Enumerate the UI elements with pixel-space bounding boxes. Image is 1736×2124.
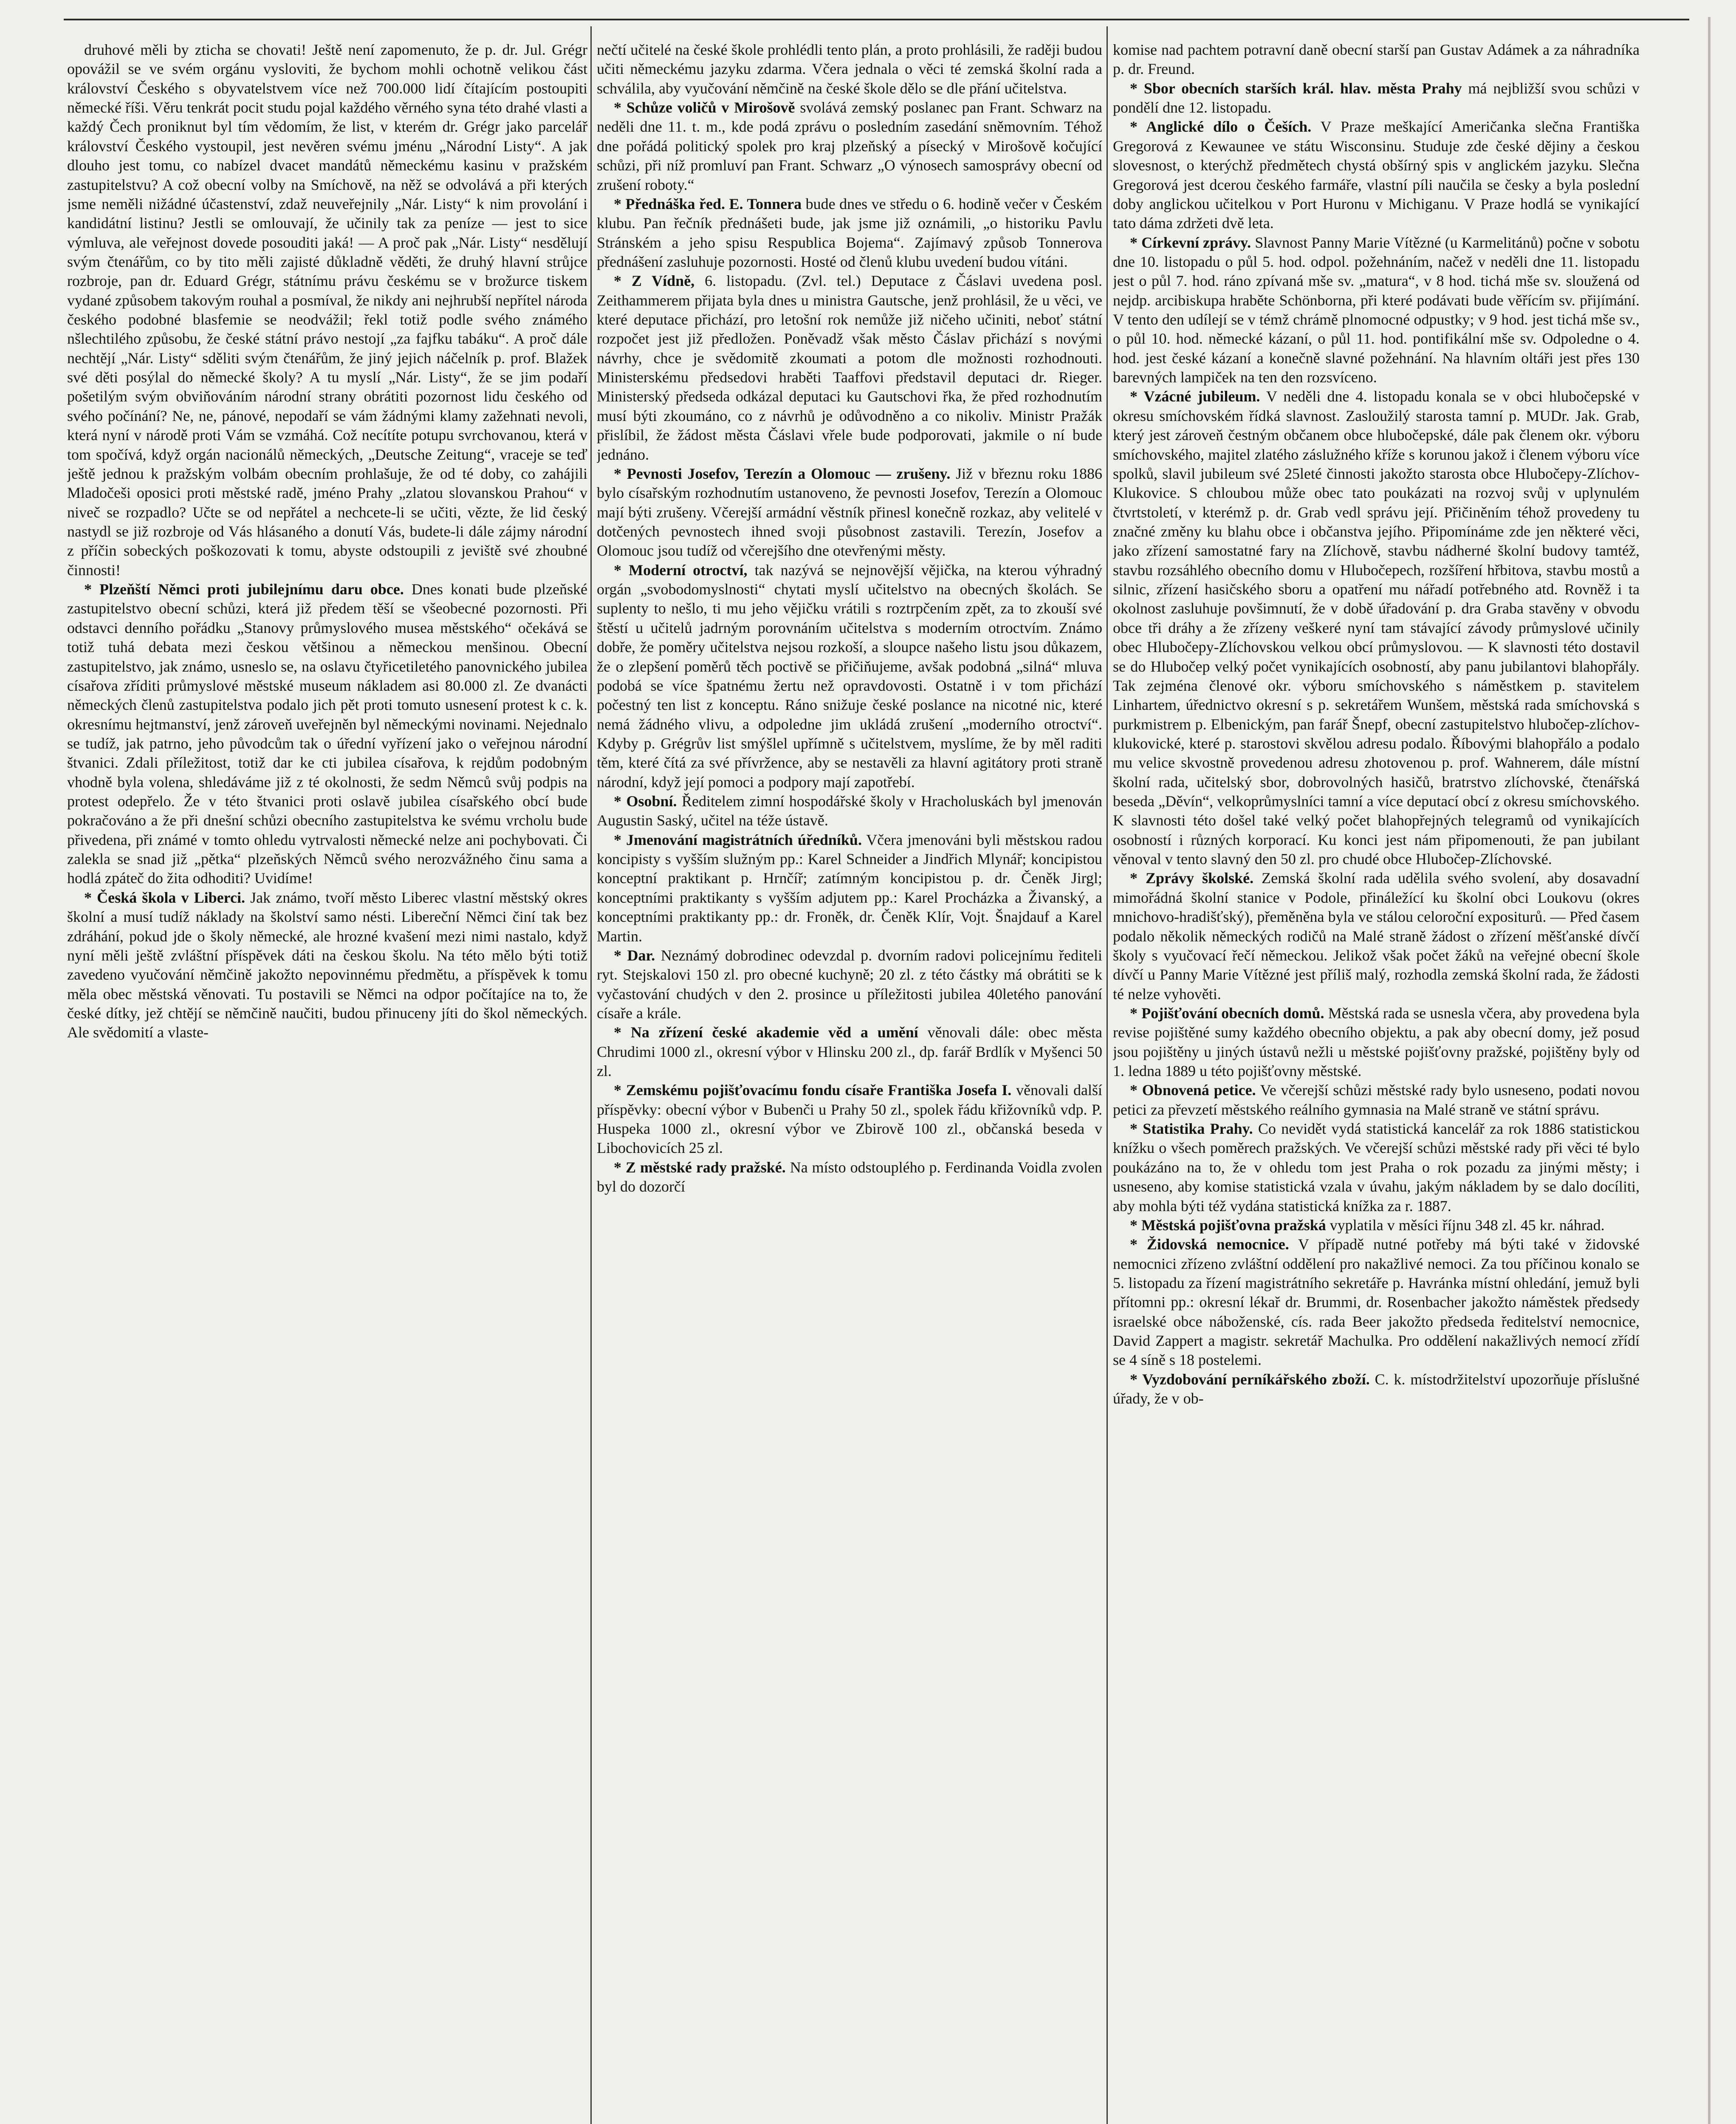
article-paragraph [67, 580, 587, 888]
article-paragraph [1113, 1370, 1640, 1409]
article-text: Včera jmenováni byli městskou radou koncipisty s vyšším služným pp.: Karel Schneider a Jindřich Mlynář; koncipistou konceptní praktikant p. Hrnčíř; zatímným koncipistou p. dr. Čeněk Jirgl; konceptními praktikanty s vyšším adjutem pp.: Karel Procházka a Živanský, a konceptními praktikanty pp.: dr. Froněk, dr. Čeněk Klír, Vojt. Šnajdauf a Karel Martin. [597, 831, 1102, 945]
article-text: Na místo odstouplého p. Ferdinanda Voidla zvolen byl do dozorčí [597, 1158, 1102, 1195]
article-paragraph [1113, 117, 1640, 233]
article-heading: * Vzácné jubileum. [1130, 388, 1260, 405]
column-1 [67, 40, 587, 2124]
article-heading: * Městská pojišťovna pražská [1130, 1216, 1326, 1234]
article-heading: * Zprávy školské. [1130, 870, 1254, 887]
article-text: svolává zemský poslanec pan Frant. Schwarz na neděli dne 11. t. m., kde podá zprávu o posledním zasedání sněmovním. Téhož dne pořádá politický spolek pro kraj plzeňský a písecký v Mirošově kočující schůzi, při níž promluví pan Frant. Schwarz „O výnosech samosprávy obecní od zrušení roboty.“ [597, 99, 1102, 193]
article-text: Ve včerejší schůzi městské rady bylo usneseno, podati novou petici za převzetí městského reálního gymnasia na Malé straně ve státní správu. [1113, 1082, 1640, 1118]
article-text: nečtí učitelé na české škole prohlédli tento plán, a proto prohlásili, že raději budou učiti německému jazyku zdarma. Včera jednala o věci té zemská školní rada a schválila, aby vyučování němčině na české škole dělo se dle přání učitelstva. [597, 41, 1102, 97]
article-paragraph [1113, 40, 1640, 79]
article-text: 6. listopadu. (Zvl. tel.) Deputace z Čáslavi uvedena posl. Zeithammerem přijata byla dnes u ministra Gautsche, jenž prohlásil, že u věci, ve které deputace přichází, pro letošní rok nemůže již ničeho učiniti, neboť státní rozpočet jest již předložen. Poněvadž však město Čáslav přichází s novými návrhy, chce je svědomitě zkoumati a potom dle možnosti rozhodnouti. Ministerskému předsedovi hraběti Taaffovi představil deputaci dr. Rieger. Ministerský předseda odkázal deputaci ku Gautschovi řka, že před rozhodnutím musí býti zkoumáno, co z návrhů je odůvodněno a co nikoliv. Ministr Pražák přislíbil, že žádost města Čáslavi vřele bude podporovati, jakmile o ní bude jednáno. [597, 272, 1102, 463]
article-paragraph [597, 1081, 1102, 1158]
column-2 [597, 40, 1102, 2124]
article-heading: * Schůze voličů v Mirošově [614, 99, 795, 116]
article-paragraph [1113, 1216, 1640, 1235]
article-paragraph [597, 1158, 1102, 1197]
article-text: Neznámý dobrodinec odevzdal p. dvorním radovi policejnímu řediteli ryt. Stejskalovi 150 zl. pro obecné kuchyně; 20 zl. z této částky má obrátiti se k vyčastování chudých v den 2. prosince u příležitosti jubilea 40letého panování císaře a krále. [597, 946, 1102, 1022]
article-text: V neděli dne 4. listopadu konala se v obci hlubočepské v okresu smíchovském řídká slavnost. Zasloužilý starosta tamní p. MUDr. Jak. Grab, který jest zároveň čestným občanem obce hlubočepské, dále pak členem okr. výboru smíchovského, majitel zlatého záslužného kříže s korunou jakož i členem výboru více spolků, slavil jubileum své 25leté činnosti jakožto starosta obce Hlubočepy-Zlíchov-Klukovice. S chloubou může obec tato poukázati na rozvoj svůj v uplynulém čtvrtstoletí, v kterémž p. dr. Grab vedl správu její. Přičiněním téhož provedeny tu značné změny ku blahu obce i občanstva jejího. Připomínáme zde jen některé věci, jako zřízení samostatné fary na Zlíchově, stavbu nádherné školní budovy tamtéž, stavbu rozsáhlého obecního domu v Hlubočepech, rozšíření hřbitova, stavbu mostů a silnic, zřízení hasičského sboru a opatření mu nářadí potřebného atd. Rovněž i ta okolnost zasluhuje povšimnutí, že v době úřadování p. dra Graba stavěny v obvodu obce tři dráhy a že zřízeny veškeré nyní tam stávající závody průmyslové učinily obec Hlubočepy-Zlíchovskou velkou obcí průmyslovou. — K slavnosti této dostavil se do Hlubočep velký počet vynikajících osobností, aby panu jubilantovi blahopřály. Tak zejména členové okr. výboru smíchovského s náměstkem p. stavitelem Linhartem, úřednictvo okresní s p. sekretářem Wunšem, městská rada smíchovská s purkmistrem p. Elbenickým, pan farář Šnepf, obecní zastupitelstvo hlubočep-zlíchov-klukovické, které p. starostovi skvělou adresu podalo. Říbovými blahopřálo a podalo mu velice skvostně provedenou adresu zhotovenou p. prof. Wahnerem, dále místní školní rada, učitelský sbor, dobrovolných hasičů, bratrstvo zlíchovské, čtenářská beseda „Děvín“, velkoprůmyslníci tamní a více deputací obcí z okresu smíchovského. K slavnosti této došel také velký počet blahopřejných telegramů od vynikajících osobností i různých korporací. Ku konci jest nám připomenouti, že pan jubilant věnoval v tento slavný den 50 zl. pro chudé obce Hlubočep-Zlíchovské. [1113, 388, 1640, 868]
article-paragraph [1113, 1081, 1640, 1119]
article-heading: * Česká škola v Liberci. [84, 889, 245, 906]
top-rule [64, 19, 1689, 20]
article-paragraph [597, 40, 1102, 98]
article-heading: * Anglické dílo o Češích. [1130, 118, 1312, 136]
article-text: bude dnes ve středu o 6. hodině večer v Českém klubu. Pan řečník přednášeti bude, jak jsme již oznámili, „o historiku Pavlu Stránském a jeho spisu Respublica Bojema“. Zajímavý způsob Tonnerova přednášení zasluhuje pozornosti. Hosté od členů klubu uvedení budou vítáni. [597, 195, 1102, 270]
article-paragraph [1113, 1235, 1640, 1370]
article-text: má nejbližší svou schůzi v pondělí dne 12. listopadu. [1113, 79, 1640, 116]
article-text: komise nad pachtem potravní daně obecní starší pan Gustav Adámek a za náhradníka p. dr. Freund. [1113, 41, 1640, 78]
article-text: Jak známo, tvoří město Liberec vlastní městský okres školní a musí tudíž náklady na školství samo nésti. Libereční Němci činí tak bez zdráhání, pokud jde o školy německé, ale hrozné kvašení mezi nimi nastalo, když nyní měli ještě zvláštní příspěvek dáti na českou školu. Na této mělo býti totiž zavedeno vyučování němčině jakožto nepovinnému předmětu, a příspěvek k tomu měla obec městská věnovati. Tu postavili se Němci na odpor počítajíce na to, že české dítky, jež chtějí se němčině naučiti, budou přinuceny jíti do škol německých. Ale svědomití a vlaste- [67, 889, 587, 1041]
article-heading: * Církevní zprávy. [1130, 234, 1251, 251]
article-text: tak nazývá se nejnovější vějička, na kterou výhradný orgán „svobodomyslnosti“ chytati myslí učitelstvo na obecných školách. Se suplenty to nešlo, ti mu jeho vějičku vrátili s roztrpčením zpět, za to zkouší své štěstí u učitelů jadrným porovnáním učitelstva s moderním otroctvím. Známo dobře, že poměry učitelstva nejsou rozkoší, a sloupce našeho listu jsou důkazem, že o zlepšení poměrů těch poctivě se přičiňujeme, avšak podobná „silná“ mluva podobá se více špatnému žertu než opravdovosti. Ostatně i v tom přichází počestný ten list z konceptu. Ráno snižuje české poslance na nicotné nic, které nemá žádného vlivu, a odpoledne jim ukládá zrušení „moderního otroctví“. Kdyby p. Grégrův list smýšlel upřímně s učitelstvem, myslíme, že by měl raditi těm, které čítá za své přívržence, aby se nestavěli za hlavní agitátory proti straně národní, když její pomoci a podpory mají zapotřebí. [597, 561, 1102, 791]
article-heading: * Osobní. [614, 793, 677, 810]
article-text: druhové měli by zticha se chovati! Ještě není zapomenuto, že p. dr. Jul. Grégr opovážil se ve svém orgánu vysloviti, že bychom mohli ochotně velikou část království Českého s obyvatelstvem více než 700.000 lidí čítajícím postoupiti německé říši. Věru tenkrát pocit studu pojal každého věrného syna této drahé vlasti a každý Čech proniknut byl tím vědomím, že list, v kterém dr. Grégr jako parcelář království Českého vystoupil, jest nevěren svému jménu „Národní Listy“. A jak dlouho jest tomu, co nabízel dvacet mandátů německému kasinu v pražském zastupitelstvu? A což obecní volby na Smíchově, na něž se odvolává a při kterých jsme neměli nižádné účastenství, zdaž neuveřejnily „Nár. Listy“ k nim provolání i kandidátní listinu? Jestli se omlouvají, že učinily tak za peníze — jest to sice výmluva, ale veřejnost dovede posouditi jaká! — A proč pak „Nár. Listy“ nesdělují svým čtenářům, co by tito měli zajisté důkladně věděti, že druhý hlavní strůjce rozbroje, pan dr. Eduard Grégr, státnímu právu českému se v brožurce tiskem vydané způsobem takovým rouhal a posmíval, že nikdy ani nejhrubší nepřítel národa českého podobné blasfemie se neodvážil; řekl totiž podle svého známého nšlechtilého způsobu, že české státní právo nestojí „za fajfku tabáku“. A proč dále nechtějí „Nár. Listy“ sděliti svým čtenářům, že jiný jejich náčelník p. prof. Blažek své děti posýlal do německé školy? A tu myslí „Nár. Listy“, že se jim podaří pošetilým svým obviňováním národní strany obrátiti pozornost lidu českého od svého počínání? Ne, ne, pánové, nepodaří se vám žádnými klamy zažehnati nevoli, která nyní v národě proti Vám se vzmáhá. Což necítíte potupu svrchovanou, která v tom spočívá, když orgán nacionálů německých, „Deutsche Zeitung“, vraceje se teď ještě jednou k pražským volbám obecním prohlašuje, že od té doby, co zahájili Mladočeši oposici proti městské radě, jméno Prahy „zlatou slovanskou Prahou“ v niveč se rozpadlo? Učte se od nepřátel a nechcete-li se učiti, vězte, že lid český nastydl se již rozbroje od Vás hlásaného a donutí Vás, budete-li dále zájmy národní z příčin sobeckých poškozovati k tomu, abyste odstoupili z jeviště své zhoubné činnosti! [67, 41, 587, 579]
article-heading: * Z Vídně, [614, 272, 695, 290]
article-paragraph [1113, 233, 1640, 387]
article-heading: * Statistika Prahy. [1130, 1120, 1253, 1138]
article-paragraph [597, 946, 1102, 1023]
article-heading: * Obnovená petice. [1130, 1082, 1256, 1099]
article-text: V Praze meškající Američanka slečna Františka Gregorová z Kewaunee ve státu Wisconsinu. Studuje zde české dějiny a českou slovesnost, o kterýchž předmětech chystá obšírný spis v anglickém jazyku. Slečna Gregorová jest dcerou českého farmáře, vlastní píli naučila se česky a byla poslední doby anglickou učitelkou v Port Huronu v Michiganu. V Praze hodlá se vynikající tato dáma zdržeti dvě leta. [1113, 118, 1640, 232]
article-text: věnovali dále: obec města Chrudimi 1000 zl., okresní výbor v Hlinsku 200 zl., dp. farář Brdlík v Myšenci 50 zl. [597, 1024, 1102, 1080]
article-heading: * Z městské rady pražské. [614, 1158, 786, 1176]
article-text: C. k. místodržitelství upozorňuje příslušné úřady, že v ob- [1113, 1370, 1640, 1407]
article-heading: * Na zřízení české akademie věd a umění [614, 1024, 918, 1041]
article-text: Již v březnu roku 1886 bylo císařským rozhodnutím ustanoveno, že pevnosti Josefov, Terezín a Olomouc mají býti zrušeny. Včerejší armádní věstník přinesl konečně rozkaz, aby velitelé v dotčených pevnostech ihned svoji působnost zastavili. Terezín, Josefov a Olomouc jsou tudíž od včerejšího dne otevřenými městy. [597, 465, 1102, 559]
article-paragraph [1113, 1004, 1640, 1081]
page-edge [1708, 17, 1711, 2124]
article-paragraph [597, 830, 1102, 946]
article-heading: * Vyzdobování perníkářského zboží. [1130, 1370, 1370, 1388]
article-paragraph [597, 792, 1102, 830]
column-separator [590, 26, 592, 2124]
article-paragraph [597, 195, 1102, 271]
article-heading: * Židovská nemocnice. [1130, 1236, 1289, 1253]
article-heading: * Dar. [614, 946, 655, 964]
article-paragraph [597, 1023, 1102, 1081]
article-paragraph [597, 271, 1102, 464]
article-paragraph [1113, 1119, 1640, 1216]
article-heading: * Pevnosti Josefov, Terezín a Olomouc — zrušeny. [614, 465, 951, 482]
article-heading: * Moderní otroctví, [614, 561, 748, 579]
article-paragraph [597, 98, 1102, 195]
article-text: Co nevidět vydá statistická kancelář za rok 1886 statistickou knížku o všech poměrech pražských. Ve včerejší schůzi městské rady při věci té bylo poukázáno na to, že v ohledu tom jest Praha o rok pozadu za jinými městy; i usneseno, aby komise statistická vzala v úvahu, jakým nákladem by se dalo docíliti, aby mohla býti též vydána statistická knížka za r. 1887. [1113, 1120, 1640, 1215]
article-paragraph [67, 40, 587, 580]
column-3 [1113, 40, 1640, 2124]
article-heading: * Plzeňští Němci proti jubilejnímu daru obce. [84, 581, 404, 598]
article-text: Městská rada se usnesla včera, aby provedena byla revise pojištěné sumy každého obecního objektu, a pak aby obecní domy, jež posud jsou pojištěny u jiných ústavů nežli u městské pojišťovny pražské, pojištěny byly od 1. ledna 1889 u této pojišťovny městské. [1113, 1004, 1640, 1080]
article-heading: * Přednáška řed. E. Tonnera [614, 195, 802, 212]
article-text: Slavnost Panny Marie Vítězné (u Karmelitánů) počne v sobotu dne 10. listopadu o půl 5. hod. odpol. požehnáním, načež v neděli dne 11. listopadu jest o půl 7. hod. ráno zpívaná mše sv. „matura“, v 8 hod. tichá mše sv. sloužená od nejdp. arcibiskupa hraběte Schönborna, při které podávati bude věřícím sv. přijímání. V tento den udílejí se v témž chrámě plnomocné odpustky; v 9 hod. jest tichá mše sv., o půl 10. hod. německé kázaní, o půl 11. hod. pontifikální mše sv. Odpoledne o 4. hod. jest české kázaní a konečně slavné požehnání. Na hlavním oltáři jest přes 130 barevných lampiček na ten den rozsvíceno. [1113, 234, 1640, 386]
article-text: vyplatila v měsíci říjnu 348 zl. 45 kr. náhrad. [1330, 1216, 1605, 1234]
article-paragraph [1113, 79, 1640, 118]
article-heading: * Jmenování magistrátních úředníků. [614, 831, 862, 848]
article-paragraph [1113, 387, 1640, 869]
column-separator [1107, 26, 1108, 2124]
article-text: věnovali další příspěvky: obecní výbor v Bubenči u Prahy 50 zl., spolek řádu křižovníků vdp. P. Huspeka 1000 zl., okresní výbor ve Zbirově 100 zl., občanská beseda v Libochovicích 25 zl. [597, 1082, 1102, 1157]
article-heading: * Zemskému pojišťovacímu fondu císaře Františka Josefa I. [614, 1082, 1012, 1099]
article-paragraph [1113, 869, 1640, 1004]
article-heading: * Sbor obecních starších král. hlav. města Prahy [1130, 79, 1462, 97]
article-text: Ředitelem zimní hospodářské školy v Hracholuskách byl jmenován Augustin Saský, učitel na téže ústavě. [597, 793, 1102, 829]
article-paragraph [67, 888, 587, 1042]
article-text: Dnes konati bude plzeňské zastupitelstvo obecní schůzi, která již předem těší se všeobecné pozornosti. Při odstavci denního pořádku „Stanovy průmyslového musea městského“ očekává se totiž tuhá debata mezi českou většinou a německou menšinou. Obecní zastupitelstvo, jak známo, usneslo se, na oslavu čtyřicetiletého panovnického jubilea císařova zříditi průmyslové městské museum nákladem asi 80.000 zl. Ze dvanácti německých členů zastupitelstva podalo jich pět proti tomuto usnesení protest k c. k. okresnímu hejtmanství, jenž zároveň uveřejněn byl německými novinami. Nejednalo se tudíž, jak patrno, jeho původcům tak o úřední vyřízení jako o veřejnou národní štvanici. Zdali příležitost, totiž dar ke cti jubilea císařova, k rejdům podobným vhodně byla volena, shledáváme již z té okolnosti, že sedm Němců svůj podpis na protest odepřelo. Že v této štvanici proti oslavě jubilea císařského obcí bude pokračováno a že při dnešní schůzi obecního zastupitelstva ke svému vrcholu bude přivedena, při známé v tomto ohledu vytrvalosti německé nelze ani pochybovati. Či zalekla se snad již „pětka“ plzeňských Němců svého nerozvážného činu sama a hodlá zpáteč do žita odhoditi? Uvidíme! [67, 581, 587, 887]
article-paragraph [597, 464, 1102, 561]
article-text: Zemská školní rada udělila svého svolení, aby dosavadní mimořádná školní stanice v Podole, přináležící ku školní obci Loukovu (okres mnichovo-hradišťský), přeměněna byla ve stálou celoroční expositurů. — Před časem podalo několik německých rodičů na Malé straně žádost o zřízení měšťanské dívčí školy s vyučovací řečí německou. Jelikož však počet žáků na veřejné obecní škole dívčí u Panny Marie Vítězné jest příliš malý, rozhodla zemská školní rada, že žádosti té nelze vyhověti. [1113, 870, 1640, 1003]
article-heading: * Pojišťování obecních domů. [1130, 1004, 1324, 1022]
article-text: V případě nutné potřeby má býti také v židovské nemocnici zřízeno zvláštní oddělení pro nakažlivé nemoci. Za tou příčinou konalo se 5. listopadu za řízení magistrátního sekretáře p. Havránka místní ohledání, jemuž byli přítomni pp.: okresní lékař dr. Brummi, dr. Rosenbacher jakožto náměstek předsedy israelské obce náboženské, cís. rada Beer jakožto předseda ředitelství nemocnice, David Zappert a magistr. sekretář Machulka. Pro oddělení nakažlivých nemocí zřídí se 4 síně s 18 postelemi. [1113, 1236, 1640, 1369]
article-paragraph [597, 561, 1102, 792]
